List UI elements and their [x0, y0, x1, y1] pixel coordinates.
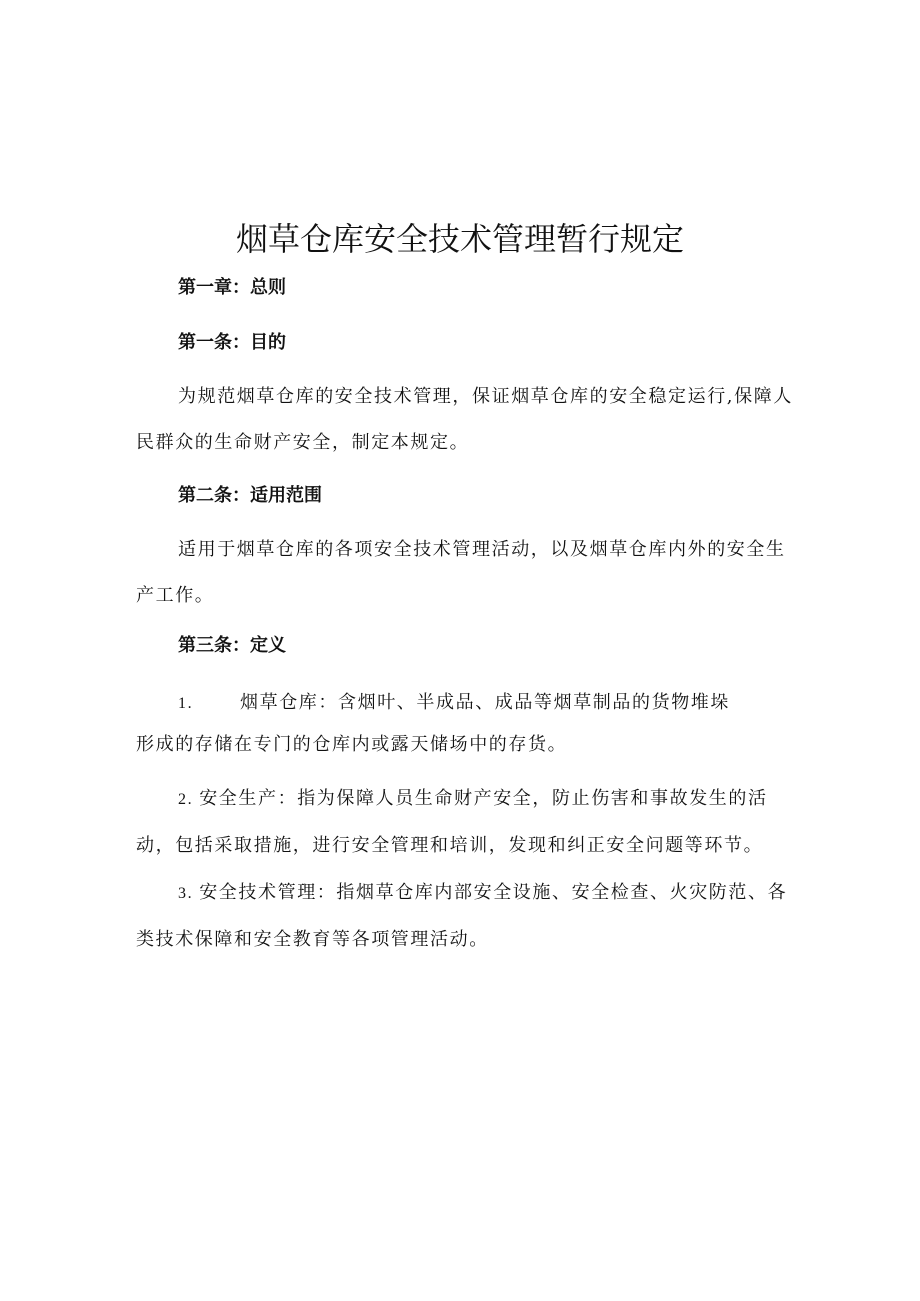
- article-1-body: 为规范烟草仓库的安全技术管理，保证烟草仓库的安全稳定运行,保障人民群众的生命财产安全，制定本规定。: [136, 386, 793, 453]
- definition-3-number: 3.: [178, 885, 194, 902]
- definition-2-number: 2.: [178, 791, 194, 808]
- article-1-heading: 第一条：目的: [178, 332, 286, 353]
- chapter-heading: 第一章：总则: [178, 277, 286, 298]
- definition-2-text: 安全生产：指为保障人员生命财产安全，防止伤害和事故发生的活动，包括采取措施，进行安全管理和培训，发现和纠正安全问题等环节。: [136, 788, 768, 856]
- definition-3: [136, 870, 796, 963]
- definition-1-number: 1.: [178, 695, 194, 712]
- article-3-heading: 第三条：定义: [178, 635, 286, 656]
- article-2-heading: 第二条：适用范围: [178, 485, 322, 506]
- definition-2: [136, 776, 796, 869]
- definition-1-line-2: 形成的存储在专门的仓库内或露天储场中的存货。: [136, 734, 568, 755]
- article-2-body: 适用于烟草仓库的各项安全技术管理活动，以及烟草仓库内外的安全生产工作。: [136, 539, 786, 606]
- definition-1-text-start: 烟草仓库：含烟叶、半成品、成品等烟草制品的货物堆垛: [240, 692, 730, 713]
- definition-1-line-1: [178, 690, 730, 717]
- document-title: 烟草仓库安全技术管理暂行规定: [235, 220, 684, 258]
- definition-3-text: 安全技术管理：指烟草仓库内部安全设施、安全检查、火灾防范、各类技术保障和安全教育等各项管理活动。: [136, 882, 788, 950]
